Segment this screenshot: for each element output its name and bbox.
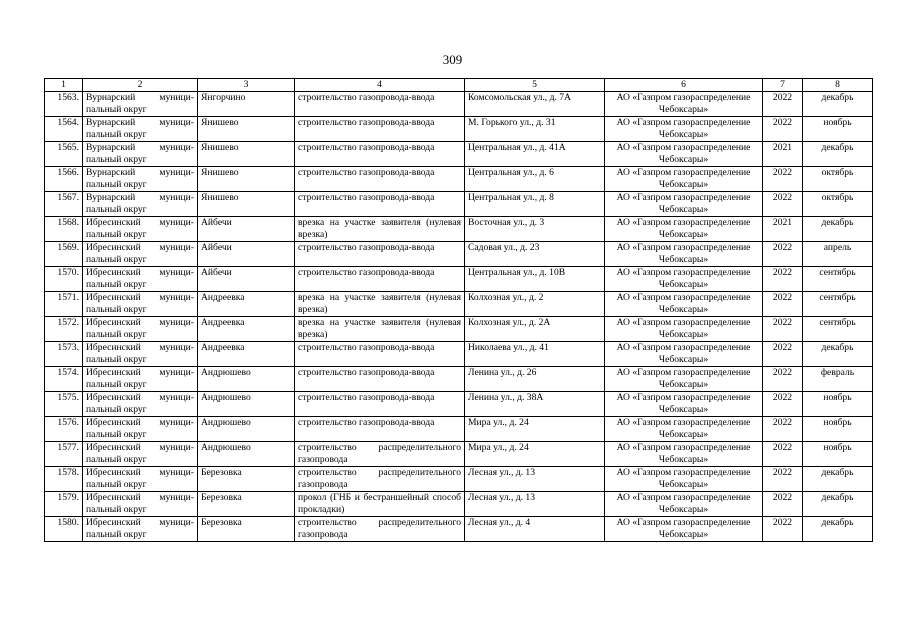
district-line: пальный округ bbox=[86, 404, 147, 415]
district-line: Ибресинский муници- bbox=[86, 517, 194, 528]
work-type-cell: врезка на участке заявителя (нулевая врезка) bbox=[295, 317, 465, 342]
district-cell bbox=[83, 242, 198, 267]
row-number: 1575. bbox=[45, 392, 83, 417]
registry-table bbox=[44, 78, 873, 542]
column-header: 5 bbox=[465, 79, 605, 92]
year-cell: 2022 bbox=[763, 292, 803, 317]
organization-cell: АО «Газпром газораспределение Чебоксары» bbox=[605, 142, 763, 167]
organization-cell: АО «Газпром газораспределение Чебоксары» bbox=[605, 167, 763, 192]
district-line: Ибресинский муници- bbox=[86, 467, 194, 478]
settlement-cell: Березовка bbox=[198, 492, 295, 517]
row-number: 1563. bbox=[45, 92, 83, 117]
district-line: Ибресинский муници- bbox=[86, 492, 194, 503]
organization-cell: АО «Газпром газораспределение Чебоксары» bbox=[605, 417, 763, 442]
address-cell: Лесная ул., д. 13 bbox=[465, 467, 605, 492]
year-cell: 2022 bbox=[763, 367, 803, 392]
row-number: 1564. bbox=[45, 117, 83, 142]
address-cell: Мира ул., д. 24 bbox=[465, 442, 605, 467]
district-line: пальный округ bbox=[86, 179, 147, 190]
organization-cell: АО «Газпром газораспределение Чебоксары» bbox=[605, 267, 763, 292]
work-type-cell: врезка на участке заявителя (нулевая врезка) bbox=[295, 217, 465, 242]
district-line: Вурнарский муници- bbox=[86, 117, 194, 128]
year-cell: 2022 bbox=[763, 167, 803, 192]
district-line: Ибресинский муници- bbox=[86, 342, 194, 353]
organization-cell: АО «Газпром газораспределение Чебоксары» bbox=[605, 517, 763, 542]
month-cell: ноябрь bbox=[803, 442, 873, 467]
year-cell: 2022 bbox=[763, 317, 803, 342]
district-line: пальный округ bbox=[86, 204, 147, 215]
column-header: 2 bbox=[83, 79, 198, 92]
district-cell bbox=[83, 342, 198, 367]
month-cell: декабрь bbox=[803, 142, 873, 167]
settlement-cell: Андрюшево bbox=[198, 392, 295, 417]
table-row bbox=[45, 92, 873, 117]
organization-cell: АО «Газпром газораспределение Чебоксары» bbox=[605, 242, 763, 267]
month-cell: декабрь bbox=[803, 342, 873, 367]
row-number: 1580. bbox=[45, 517, 83, 542]
organization-cell: АО «Газпром газораспределение Чебоксары» bbox=[605, 367, 763, 392]
district-line: Ибресинский муници- bbox=[86, 392, 194, 403]
column-header: 7 bbox=[763, 79, 803, 92]
work-type-cell: строительство распределительного газопровода bbox=[295, 442, 465, 467]
district-line: пальный округ bbox=[86, 379, 147, 390]
district-line: Ибресинский муници- bbox=[86, 242, 194, 253]
district-cell bbox=[83, 192, 198, 217]
district-line: Вурнарский муници- bbox=[86, 192, 194, 203]
work-type-cell: строительство газопровода-ввода bbox=[295, 117, 465, 142]
row-number: 1566. bbox=[45, 167, 83, 192]
district-line: пальный округ bbox=[86, 429, 147, 440]
district-line: Ибресинский муници- bbox=[86, 317, 194, 328]
district-line: пальный округ bbox=[86, 154, 147, 165]
district-line: пальный округ bbox=[86, 529, 147, 540]
month-cell: февраль bbox=[803, 367, 873, 392]
district-line: Вурнарский муници- bbox=[86, 167, 194, 178]
settlement-cell: Янишево bbox=[198, 192, 295, 217]
table-row bbox=[45, 342, 873, 367]
settlement-cell: Березовка bbox=[198, 517, 295, 542]
month-cell: сентябрь bbox=[803, 292, 873, 317]
settlement-cell: Андреевка bbox=[198, 317, 295, 342]
table-row bbox=[45, 317, 873, 342]
column-header: 8 bbox=[803, 79, 873, 92]
month-cell: декабрь bbox=[803, 92, 873, 117]
address-cell: Лесная ул., д. 4 bbox=[465, 517, 605, 542]
address-cell: Мира ул., д. 24 bbox=[465, 417, 605, 442]
district-line: Ибресинский муници- bbox=[86, 217, 194, 228]
row-number: 1571. bbox=[45, 292, 83, 317]
district-cell bbox=[83, 492, 198, 517]
table-row bbox=[45, 167, 873, 192]
work-type-cell: строительство распределительного газопровода bbox=[295, 467, 465, 492]
work-type-cell: строительство газопровода-ввода bbox=[295, 167, 465, 192]
row-number: 1576. bbox=[45, 417, 83, 442]
table-row bbox=[45, 292, 873, 317]
work-type-cell: строительство газопровода-ввода bbox=[295, 367, 465, 392]
work-type-cell: строительство распределительного газопровода bbox=[295, 517, 465, 542]
month-cell: сентябрь bbox=[803, 317, 873, 342]
district-line: Ибресинский муници- bbox=[86, 267, 194, 278]
district-cell bbox=[83, 317, 198, 342]
settlement-cell: Березовка bbox=[198, 467, 295, 492]
district-cell bbox=[83, 292, 198, 317]
row-number: 1577. bbox=[45, 442, 83, 467]
settlement-cell: Янишево bbox=[198, 142, 295, 167]
district-line: Вурнарский муници- bbox=[86, 92, 194, 103]
organization-cell: АО «Газпром газораспределение Чебоксары» bbox=[605, 192, 763, 217]
table-row bbox=[45, 392, 873, 417]
district-line: Вурнарский муници- bbox=[86, 142, 194, 153]
address-cell: Николаева ул., д. 41 bbox=[465, 342, 605, 367]
row-number: 1565. bbox=[45, 142, 83, 167]
month-cell: октябрь bbox=[803, 192, 873, 217]
month-cell: декабрь bbox=[803, 467, 873, 492]
table-row bbox=[45, 417, 873, 442]
table-row bbox=[45, 217, 873, 242]
row-number: 1568. bbox=[45, 217, 83, 242]
settlement-cell: Андрюшево bbox=[198, 442, 295, 467]
address-cell: Центральная ул., д. 10В bbox=[465, 267, 605, 292]
address-cell: Колхозная ул., д. 2А bbox=[465, 317, 605, 342]
district-line: пальный округ bbox=[86, 329, 147, 340]
month-cell: октябрь bbox=[803, 167, 873, 192]
district-cell bbox=[83, 117, 198, 142]
month-cell: апрель bbox=[803, 242, 873, 267]
year-cell: 2022 bbox=[763, 267, 803, 292]
address-cell: Центральная ул., д. 6 bbox=[465, 167, 605, 192]
month-cell: ноябрь bbox=[803, 392, 873, 417]
settlement-cell: Андреевка bbox=[198, 342, 295, 367]
row-number: 1574. bbox=[45, 367, 83, 392]
district-line: пальный округ bbox=[86, 479, 147, 490]
row-number: 1572. bbox=[45, 317, 83, 342]
year-cell: 2022 bbox=[763, 467, 803, 492]
settlement-cell: Янишево bbox=[198, 167, 295, 192]
work-type-cell: строительство газопровода-ввода bbox=[295, 417, 465, 442]
row-number: 1569. bbox=[45, 242, 83, 267]
organization-cell: АО «Газпром газораспределение Чебоксары» bbox=[605, 292, 763, 317]
district-line: пальный округ bbox=[86, 354, 147, 365]
district-line: пальный округ bbox=[86, 129, 147, 140]
settlement-cell: Айбечи bbox=[198, 217, 295, 242]
address-cell: Садовая ул., д. 23 bbox=[465, 242, 605, 267]
table-row bbox=[45, 267, 873, 292]
table-row bbox=[45, 367, 873, 392]
address-cell: Восточная ул., д. 3 bbox=[465, 217, 605, 242]
district-cell bbox=[83, 267, 198, 292]
district-line: пальный округ bbox=[86, 104, 147, 115]
address-cell: Колхозная ул., д. 2 bbox=[465, 292, 605, 317]
table-row bbox=[45, 192, 873, 217]
settlement-cell: Андрюшево bbox=[198, 417, 295, 442]
year-cell: 2022 bbox=[763, 492, 803, 517]
month-cell: декабрь bbox=[803, 517, 873, 542]
settlement-cell: Андрюшево bbox=[198, 367, 295, 392]
year-cell: 2022 bbox=[763, 242, 803, 267]
address-cell: Центральная ул., д. 41А bbox=[465, 142, 605, 167]
month-cell: сентябрь bbox=[803, 267, 873, 292]
row-number: 1567. bbox=[45, 192, 83, 217]
year-cell: 2022 bbox=[763, 192, 803, 217]
year-cell: 2022 bbox=[763, 342, 803, 367]
work-type-cell: строительство газопровода-ввода bbox=[295, 92, 465, 117]
table-row bbox=[45, 242, 873, 267]
column-number-row bbox=[45, 79, 873, 92]
district-line: пальный округ bbox=[86, 229, 147, 240]
work-type-cell: врезка на участке заявителя (нулевая врезка) bbox=[295, 292, 465, 317]
year-cell: 2021 bbox=[763, 217, 803, 242]
settlement-cell: Андреевка bbox=[198, 292, 295, 317]
work-type-cell: строительство газопровода-ввода bbox=[295, 342, 465, 367]
year-cell: 2022 bbox=[763, 442, 803, 467]
table-row bbox=[45, 442, 873, 467]
row-number: 1579. bbox=[45, 492, 83, 517]
work-type-cell: строительство газопровода-ввода bbox=[295, 392, 465, 417]
address-cell: Ленина ул., д. 26 bbox=[465, 367, 605, 392]
organization-cell: АО «Газпром газораспределение Чебоксары» bbox=[605, 217, 763, 242]
work-type-cell: строительство газопровода-ввода bbox=[295, 267, 465, 292]
district-cell bbox=[83, 217, 198, 242]
district-cell bbox=[83, 142, 198, 167]
organization-cell: АО «Газпром газораспределение Чебоксары» bbox=[605, 342, 763, 367]
district-cell bbox=[83, 467, 198, 492]
district-line: Ибресинский муници- bbox=[86, 292, 194, 303]
district-line: Ибресинский муници- bbox=[86, 417, 194, 428]
work-type-cell: прокол (ГНБ и бестраншейный способ прокладки) bbox=[295, 492, 465, 517]
settlement-cell: Янишево bbox=[198, 117, 295, 142]
month-cell: декабрь bbox=[803, 492, 873, 517]
work-type-cell: строительство газопровода-ввода bbox=[295, 192, 465, 217]
organization-cell: АО «Газпром газораспределение Чебоксары» bbox=[605, 117, 763, 142]
row-number: 1578. bbox=[45, 467, 83, 492]
settlement-cell: Айбечи bbox=[198, 267, 295, 292]
address-cell: Ленина ул., д. 38А bbox=[465, 392, 605, 417]
district-line: пальный округ bbox=[86, 504, 147, 515]
year-cell: 2022 bbox=[763, 517, 803, 542]
address-cell: Лесная ул., д. 13 bbox=[465, 492, 605, 517]
month-cell: декабрь bbox=[803, 217, 873, 242]
settlement-cell: Айбечи bbox=[198, 242, 295, 267]
year-cell: 2021 bbox=[763, 142, 803, 167]
column-header: 1 bbox=[45, 79, 83, 92]
column-header: 6 bbox=[605, 79, 763, 92]
year-cell: 2022 bbox=[763, 417, 803, 442]
month-cell: ноябрь bbox=[803, 117, 873, 142]
table-row bbox=[45, 467, 873, 492]
row-number: 1570. bbox=[45, 267, 83, 292]
district-cell bbox=[83, 442, 198, 467]
organization-cell: АО «Газпром газораспределение Чебоксары» bbox=[605, 392, 763, 417]
column-header: 4 bbox=[295, 79, 465, 92]
month-cell: ноябрь bbox=[803, 417, 873, 442]
column-header: 3 bbox=[198, 79, 295, 92]
address-cell: Комсомольская ул., д. 7А bbox=[465, 92, 605, 117]
district-cell bbox=[83, 167, 198, 192]
district-line: Ибресинский муници- bbox=[86, 442, 194, 453]
table-row bbox=[45, 517, 873, 542]
year-cell: 2022 bbox=[763, 92, 803, 117]
organization-cell: АО «Газпром газораспределение Чебоксары» bbox=[605, 492, 763, 517]
district-line: Ибресинский муници- bbox=[86, 367, 194, 378]
district-line: пальный округ bbox=[86, 304, 147, 315]
row-number: 1573. bbox=[45, 342, 83, 367]
address-cell: Центральная ул., д. 8 bbox=[465, 192, 605, 217]
year-cell: 2022 bbox=[763, 392, 803, 417]
page-number: 309 bbox=[442, 52, 463, 67]
table-row bbox=[45, 117, 873, 142]
table-row bbox=[45, 492, 873, 517]
table-row bbox=[45, 142, 873, 167]
year-cell: 2022 bbox=[763, 117, 803, 142]
organization-cell: АО «Газпром газораспределение Чебоксары» bbox=[605, 92, 763, 117]
district-cell bbox=[83, 417, 198, 442]
work-type-cell: строительство газопровода-ввода bbox=[295, 142, 465, 167]
organization-cell: АО «Газпром газораспределение Чебоксары» bbox=[605, 442, 763, 467]
settlement-cell: Янгорчино bbox=[198, 92, 295, 117]
district-cell bbox=[83, 517, 198, 542]
district-cell bbox=[83, 392, 198, 417]
organization-cell: АО «Газпром газораспределение Чебоксары» bbox=[605, 467, 763, 492]
district-cell bbox=[83, 367, 198, 392]
address-cell: М. Горького ул., д. 31 bbox=[465, 117, 605, 142]
district-line: пальный округ bbox=[86, 279, 147, 290]
work-type-cell: строительство газопровода-ввода bbox=[295, 242, 465, 267]
district-line: пальный округ bbox=[86, 254, 147, 265]
organization-cell: АО «Газпром газораспределение Чебоксары» bbox=[605, 317, 763, 342]
district-cell bbox=[83, 92, 198, 117]
district-line: пальный округ bbox=[86, 454, 147, 465]
